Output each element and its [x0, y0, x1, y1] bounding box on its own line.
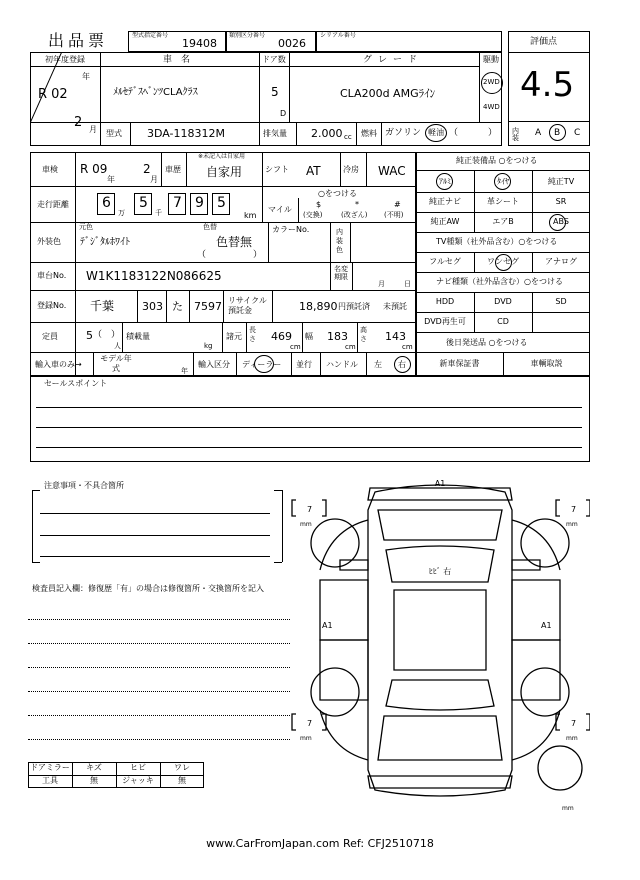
- original-color-label: 元色: [79, 223, 93, 231]
- tv-one-seg-selected: [495, 254, 512, 271]
- legend-tools: 工具: [42, 776, 58, 785]
- notes-label: 注意事項・不具合箇所: [44, 481, 124, 490]
- equipment-abs-selected: [549, 214, 566, 231]
- displacement-value: 2.000: [311, 127, 343, 140]
- shift-label: シフト: [265, 165, 289, 174]
- first-registration-year-unit: 年: [82, 72, 90, 81]
- model-year-label: モデル年式: [100, 354, 132, 373]
- type-value: 3DA-118312M: [147, 127, 226, 140]
- fuel-label: 燃料: [361, 129, 377, 138]
- nav-dvd: DVD: [494, 297, 512, 306]
- import-parallel: 並行: [296, 360, 312, 369]
- legend-header-scratch: キズ: [86, 763, 102, 772]
- capacity-unit: 人: [114, 342, 121, 350]
- car-damage-diagram: [290, 470, 590, 815]
- transfer-day-unit: 日: [404, 280, 411, 288]
- tv-analog: アナログ: [545, 257, 577, 266]
- history-label: 車歴: [165, 165, 181, 174]
- history-value: 自家用: [206, 165, 243, 179]
- car-name-value: ﾒﾙｾﾃﾞｽﾍﾞﾝﾂCLAｸﾗｽ: [113, 87, 198, 98]
- grade-label: グレード: [363, 55, 424, 65]
- ac-label: 冷房: [343, 165, 359, 174]
- recycle-unpaid: 未預託: [383, 302, 407, 311]
- score-value: 4.5: [520, 65, 575, 105]
- length-value: 469: [271, 330, 292, 343]
- color-label: 外装色: [37, 237, 61, 246]
- interior-color-label: 内装色: [336, 228, 343, 254]
- model-designation-label: 型式指定番号: [132, 32, 169, 39]
- drive-label: 駆動: [483, 55, 499, 64]
- registration-number: 7597: [194, 300, 222, 313]
- equipment-alloy-selected: [436, 173, 453, 190]
- name-transfer-label: 名変期限: [334, 265, 348, 281]
- mileage-unit-km: km: [244, 211, 257, 220]
- import-dealer: ディーラー: [242, 360, 282, 369]
- tv-one-seg: ワンセグ: [487, 257, 519, 266]
- type-label: 型式: [106, 129, 122, 138]
- mileage-digit-2: 5: [139, 195, 148, 211]
- fuel-diesel: 軽油: [428, 128, 444, 137]
- tire-front-left-unit: mm: [300, 521, 312, 528]
- import-type-selected: [254, 355, 274, 373]
- equipment-title: 純正装備品 ○をつける: [456, 156, 538, 165]
- mileage-exchange-label: (交換): [303, 211, 323, 219]
- category-value: 0026: [278, 37, 306, 50]
- inspection-month-unit: 月: [150, 175, 158, 184]
- capacity-value: 5: [86, 329, 93, 342]
- serial-label: シリアル番号: [320, 32, 356, 39]
- paint-change-label: 色替: [203, 223, 217, 231]
- import-type-label: 輸入区分: [198, 360, 230, 369]
- mileage-circle-hint: ○をつける: [318, 189, 357, 198]
- drive-2wd: 2WD: [483, 78, 500, 86]
- car-name-label: 車 名: [163, 55, 191, 65]
- nav-dvd-playback: DVD再生可: [424, 317, 466, 326]
- equipment-abs: ABS: [553, 217, 569, 226]
- interior-label: 内装: [512, 127, 519, 142]
- mileage-label: 走行距離: [37, 200, 69, 209]
- sales-point-label: セールスポイント: [44, 379, 108, 388]
- chassis-value: W1K1183122N086625: [86, 269, 222, 283]
- first-registration-label: 初年度登録: [45, 55, 85, 64]
- ac-value: WAC: [378, 164, 406, 178]
- displacement-label: 排気量: [263, 129, 287, 138]
- tire-spare-unit: mm: [562, 805, 574, 812]
- equipment-sunroof: SR: [555, 197, 567, 206]
- fuel-other-close: ）: [488, 128, 498, 138]
- legend-tools-value: 無: [90, 776, 98, 785]
- transfer-month-unit: 月: [378, 280, 385, 288]
- equipment-genuine-nav: 純正ナビ: [429, 197, 461, 206]
- category-label: 類別区分番号: [229, 32, 266, 39]
- mileage-unknown-label: (不明): [384, 211, 404, 219]
- tv-type-title: TV種類（社外品含む）○をつける: [436, 237, 558, 246]
- registration-class: 303: [142, 300, 163, 313]
- tire-rear-right-unit: mm: [566, 735, 578, 742]
- first-registration-month-unit: 月: [89, 125, 97, 134]
- mileage-digit-5: 5: [217, 195, 226, 211]
- inspector-notes-label: 検査員記入欄：修復歴「有」の場合は修復箇所・交換箇所を記入: [32, 584, 264, 593]
- history-note: ※未記入は自家用: [198, 153, 246, 160]
- dimensions-label: 諸元: [226, 332, 242, 341]
- first-registration-year: R 02: [38, 87, 68, 102]
- form-title: 出品票: [48, 31, 109, 50]
- equipment-tires-selected: [494, 173, 511, 190]
- mileage-unit-sen: 千: [155, 209, 162, 217]
- nav-type-title: ナビ種類（社外品含む）○をつける: [436, 277, 563, 286]
- legend-header-mirror: ドアミラー: [30, 763, 70, 772]
- tire-rear-left-unit: mm: [300, 735, 312, 742]
- inspection-month: 2: [143, 162, 151, 176]
- left-side-damage-mark: A1: [322, 621, 333, 630]
- mileage-altered-label: (改ざん): [341, 211, 368, 219]
- height-label: 高さ: [360, 326, 367, 343]
- load-label: 積載量: [126, 332, 150, 341]
- capacity-label: 定員: [42, 332, 58, 341]
- mileage-unknown-mark: #: [394, 200, 401, 209]
- interior-grade-c: C: [574, 128, 581, 138]
- score-label: 評価点: [530, 37, 558, 47]
- paint-paren-close: ）: [253, 250, 263, 260]
- drive-4wd: 4WD: [483, 103, 500, 111]
- width-unit: cm: [345, 343, 356, 351]
- inspection-label: 車検: [42, 165, 58, 174]
- paint-paren-open: （: [197, 250, 207, 260]
- windshield-damage-mark: ﾋﾋﾞ 右: [428, 567, 452, 576]
- chassis-label: 車台No.: [37, 271, 67, 280]
- later-manual: 車輌取説: [530, 359, 563, 368]
- length-unit: cm: [290, 343, 301, 351]
- inspection-year: R 09: [80, 162, 108, 176]
- import-only-label: 輸入車のみ→: [35, 360, 82, 369]
- legend-jack-value: 無: [178, 776, 186, 785]
- tv-full-seg: フルセグ: [429, 257, 461, 266]
- legend-jack: ジャッキ: [122, 776, 154, 785]
- recycle-label: リサイクル預託金: [228, 296, 267, 315]
- mileage-mile-label: マイル: [268, 205, 292, 214]
- interior-grade-b: B: [554, 128, 561, 138]
- roof-damage-mark: A1: [434, 479, 446, 488]
- grade-value: CLA200d AMGﾗｲﾝ: [340, 87, 436, 100]
- handle-right: 右: [398, 360, 406, 369]
- registration-label: 登録No.: [37, 301, 67, 310]
- doors-label: ドア数: [262, 55, 286, 64]
- recycle-unit: 円預託済: [338, 302, 370, 311]
- equipment-genuine-aw: 純正AW: [430, 217, 460, 226]
- equipment-airbag: エアB: [492, 217, 514, 226]
- sales-point-box: [30, 376, 590, 462]
- mileage-altered-mark: *: [355, 200, 359, 209]
- equipment-leather-seat: 革シート: [487, 197, 519, 206]
- nav-hdd: HDD: [435, 297, 455, 306]
- equipment-genuine-tv: 純正TV: [547, 177, 575, 186]
- tire-rear-right-depth: 7: [571, 719, 577, 728]
- mileage-exchange-mark: $: [316, 200, 322, 209]
- fuel-gasoline: ガソリン: [385, 128, 422, 138]
- tire-front-left-depth: 7: [307, 505, 313, 514]
- length-label: 長さ: [249, 326, 256, 343]
- inspection-year-unit: 年: [107, 175, 115, 184]
- registration-kana: た: [172, 300, 183, 313]
- later-shipment-title: 後日発送品 ○をつける: [446, 338, 528, 347]
- mileage-unit-man: 万: [118, 209, 125, 217]
- mileage-digit-4: 9: [195, 195, 204, 211]
- watermark: www.CarFromJapan.com Ref: CFJ2510718: [206, 837, 434, 850]
- height-unit: cm: [402, 343, 413, 351]
- height-value: 143: [385, 330, 406, 343]
- equipment-tires: ﾀｲﾔ: [497, 177, 509, 186]
- width-value: 183: [327, 330, 348, 343]
- model-designation-value: 19408: [182, 37, 217, 50]
- registration-region: 千葉: [90, 299, 115, 313]
- doors-suffix: D: [280, 109, 287, 118]
- legend-header-break: ワレ: [174, 763, 190, 772]
- nav-cd: CD: [497, 317, 509, 326]
- nav-sd: SD: [555, 297, 567, 306]
- displacement-unit: cc: [344, 133, 352, 141]
- doors-value: 5: [271, 85, 279, 99]
- first-registration-month: 2: [74, 115, 83, 130]
- paint-change-value: 色替無: [216, 235, 253, 249]
- tire-front-right-depth: 7: [571, 505, 577, 514]
- right-side-damage-mark: A1: [541, 621, 552, 630]
- model-year-unit: 年: [181, 367, 188, 375]
- interior-grade-a: A: [535, 128, 542, 138]
- mileage-digit-3: 7: [173, 195, 182, 211]
- color-number-label: カラーNo.: [272, 225, 310, 234]
- shift-value: AT: [306, 164, 321, 178]
- load-unit: kg: [204, 342, 213, 350]
- capacity-paren: （ ）: [93, 330, 121, 340]
- equipment-alloy-wheels: ｱﾙﾐ: [439, 177, 451, 186]
- later-warranty: 新車保証書: [439, 359, 480, 368]
- fuel-other-open: （: [449, 128, 459, 138]
- width-label: 幅: [305, 332, 313, 341]
- handle-left: 左: [374, 360, 382, 369]
- tire-rear-left-depth: 7: [307, 719, 313, 728]
- recycle-value: 18,890: [299, 300, 338, 313]
- handle-label: ハンドル: [326, 360, 358, 369]
- legend-header-crack: ヒビ: [130, 763, 146, 772]
- mileage-digit-1: 6: [102, 195, 111, 211]
- tire-front-right-unit: mm: [566, 521, 578, 528]
- original-color-value: ﾃﾞｼﾞﾀﾙﾎﾜｲﾄ: [80, 237, 130, 248]
